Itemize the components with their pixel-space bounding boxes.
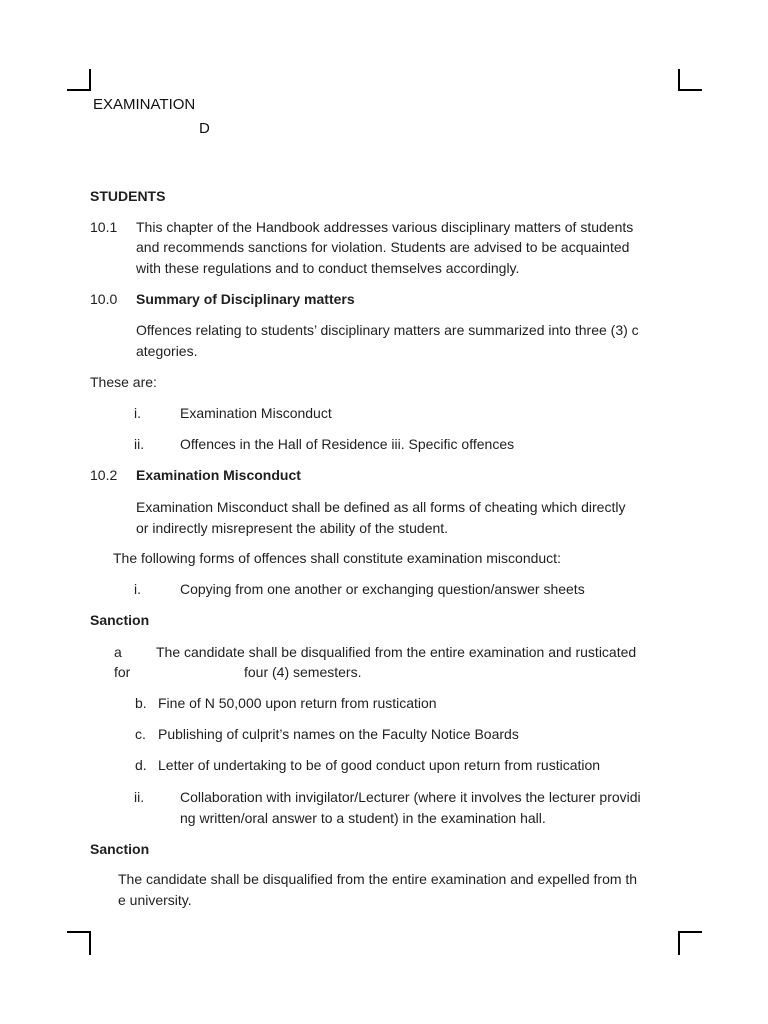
crop-mark-bottom-right (678, 931, 680, 955)
sanction-letter: d. (135, 757, 147, 773)
sanction-item: Fine of N 50,000 upon return from rustication (158, 695, 437, 711)
para-line: or indirectly misrepresent the ability of the student. (136, 520, 449, 536)
list-item: Examination Misconduct (180, 405, 332, 421)
sanction-letter: a (114, 644, 122, 660)
crop-mark-bottom-left (89, 931, 91, 955)
list-item: Copying from one another or exchanging question/answer sheets (180, 581, 585, 597)
sanction-line: four (4) semesters. (244, 664, 362, 680)
list-number: ii. (134, 436, 145, 452)
para-number: 10.1 (90, 219, 118, 235)
page-title: EXAMINATION (93, 96, 196, 113)
sanction-heading: Sanction (90, 612, 150, 628)
para-number: 10.0 (90, 291, 118, 307)
para-line: and recommends sanctions for violation. Students are advised to be acquainted (136, 239, 630, 255)
para-line: with these regulations and to conduct themselves accordingly. (136, 260, 520, 276)
sanction-line: The candidate shall be disqualified from the entire examination and rusticated (156, 644, 637, 660)
sanction-heading: Sanction (90, 841, 150, 857)
sanction-item: Publishing of culprit’s names on the Faculty Notice Boards (158, 726, 519, 742)
page-subtitle: D (199, 120, 210, 137)
crop-mark-top-left (67, 89, 91, 91)
para-line: Examination Misconduct shall be defined as all forms of cheating which directly (136, 499, 626, 515)
list-item: ng written/oral answer to a student) in the examination hall. (180, 810, 546, 826)
crop-mark-bottom-left (67, 931, 91, 933)
these-are-label: These are: (90, 374, 157, 390)
sanction-line: for (114, 664, 131, 680)
para-heading: Examination Misconduct (136, 467, 301, 483)
sanction-letter: c. (135, 726, 146, 742)
para-intro: The following forms of offences shall constitute examination misconduct: (113, 550, 561, 566)
list-number: i. (134, 405, 141, 421)
para-line: ategories. (136, 343, 198, 359)
sanction-item: Letter of undertaking to be of good conduct upon return from rustication (158, 757, 601, 773)
sanction-line: e university. (118, 892, 192, 908)
crop-mark-bottom-right (678, 931, 702, 933)
section-heading: STUDENTS (90, 188, 166, 204)
sanction-line: The candidate shall be disqualified from the entire examination and expelled from th (118, 871, 638, 887)
list-number: i. (134, 581, 141, 597)
crop-mark-top-right (678, 89, 702, 91)
crop-mark-top-right (678, 69, 680, 91)
sanction-letter: b. (135, 695, 147, 711)
crop-mark-top-left (89, 69, 91, 91)
list-item: Offences in the Hall of Residence iii. Specific offences (180, 436, 515, 452)
para-number: 10.2 (90, 467, 118, 483)
para-line: This chapter of the Handbook addresses various disciplinary matters of students (136, 219, 634, 235)
para-line: Offences relating to students’ disciplinary matters are summarized into three (3) c (136, 322, 639, 338)
list-item: Collaboration with invigilator/Lecturer (where it involves the lecturer providi (180, 789, 641, 805)
para-heading: Summary of Disciplinary matters (136, 291, 355, 307)
list-number: ii. (134, 789, 145, 805)
